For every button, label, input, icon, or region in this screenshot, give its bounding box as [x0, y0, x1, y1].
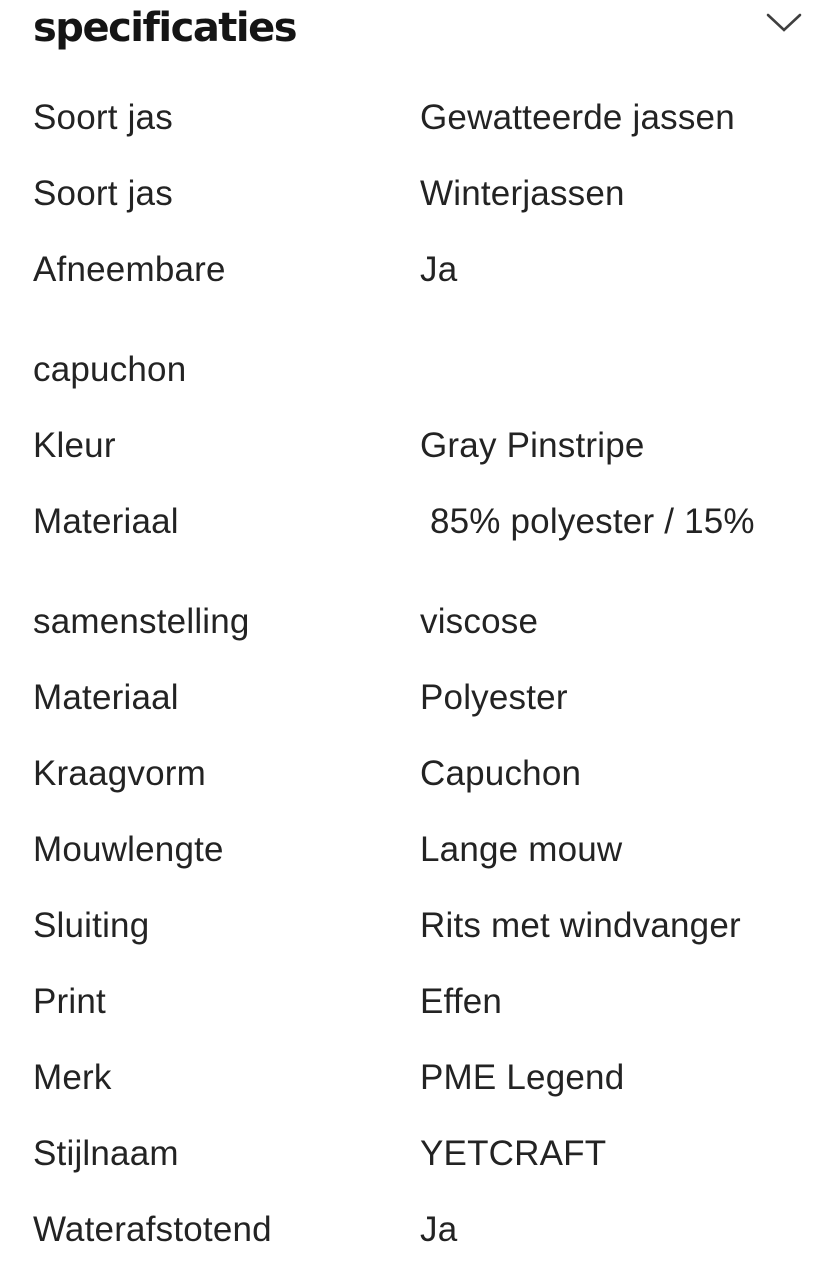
spec-value: Polyester — [420, 678, 568, 717]
spec-value: Capuchon — [420, 754, 582, 793]
spec-label: Materiaal — [33, 678, 179, 717]
spec-label: Mouwlengte — [33, 830, 224, 869]
spec-label: Soort jas — [33, 98, 173, 137]
spec-label: Merk — [33, 1058, 112, 1097]
chevron-down-icon[interactable] — [766, 12, 802, 34]
spec-value: Effen — [420, 982, 503, 1021]
spec-label: Print — [33, 982, 106, 1021]
spec-value: Gray Pinstripe — [420, 426, 645, 465]
spec-value: Lange mouw — [420, 830, 623, 869]
spec-value: Ja — [420, 1210, 458, 1249]
spec-value: PME Legend — [420, 1058, 625, 1097]
specifications-list — [33, 68, 802, 1280]
spec-value: Ja — [420, 250, 458, 289]
spec-label: Sluiting — [33, 906, 150, 945]
spec-value: Rits met windvanger — [420, 906, 741, 945]
spec-row — [33, 472, 802, 672]
spec-value: YETCRAFT — [420, 1134, 607, 1173]
spec-row — [33, 1180, 802, 1280]
spec-value: Gewatteerde jassen — [420, 98, 735, 137]
spec-label: Materiaal samenstelling — [33, 502, 250, 641]
spec-label: Kleur — [33, 426, 116, 465]
section-title: specificaties — [33, 5, 297, 51]
specifications-header[interactable] — [33, 0, 802, 50]
spec-row — [33, 220, 802, 420]
spec-label: Soort jas — [33, 174, 173, 213]
spec-label: Afneembare capuchon — [33, 250, 226, 389]
spec-value: 85% polyester / 15% viscose — [420, 502, 765, 641]
spec-label: Waterafstotend — [33, 1210, 272, 1249]
spec-label: Stijlnaam — [33, 1134, 179, 1173]
spec-label: Kraagvorm — [33, 754, 206, 793]
spec-value: Winterjassen — [420, 174, 625, 213]
